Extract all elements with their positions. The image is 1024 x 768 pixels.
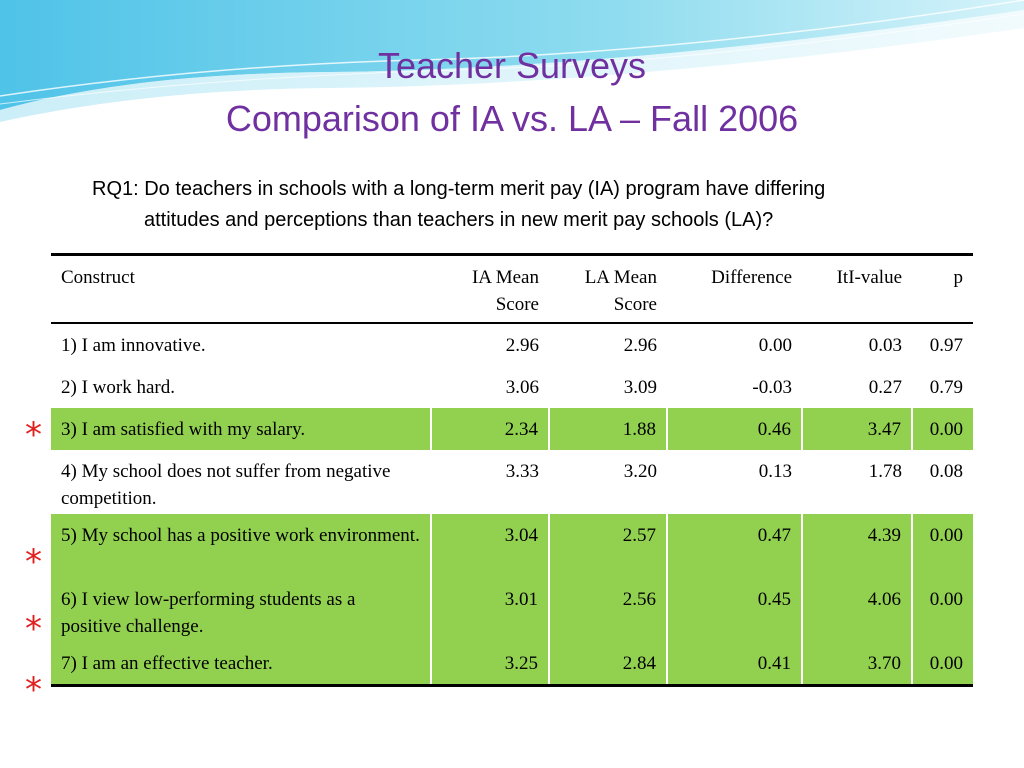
t-value-cell: 4.06	[802, 578, 912, 642]
research-question-line-1: RQ1: Do teachers in schools with a long-term merit pay (IA) program have differing	[92, 178, 826, 200]
la-mean-cell: 2.96	[623, 335, 657, 356]
t-value-cell: 0.03	[868, 335, 902, 356]
significance-asterisk: *	[25, 415, 42, 455]
table-row-highlighted	[51, 408, 973, 450]
header-p-value: p	[953, 267, 963, 288]
la-mean-cell: 3.09	[623, 377, 657, 398]
ia-mean-cell: 3.25	[431, 642, 549, 686]
p-value-cell: 0.08	[929, 461, 963, 482]
header-ia-mean-line-1: IA Mean	[471, 267, 539, 288]
ia-mean-cell: 3.33	[505, 461, 539, 482]
header-construct: Construct	[61, 267, 135, 288]
survey-comparison-table	[51, 253, 973, 687]
table-row	[51, 366, 973, 408]
difference-cell: 0.47	[667, 514, 802, 578]
construct-cell: 5) My school has a positive work environment.	[51, 514, 431, 578]
research-question	[92, 174, 972, 236]
slide-title: Teacher Surveys	[377, 45, 647, 86]
ia-mean-cell: 2.96	[505, 335, 539, 356]
la-mean-cell: 1.88	[549, 408, 667, 450]
p-value-cell: 0.00	[912, 578, 973, 642]
difference-cell: 0.46	[667, 408, 802, 450]
table-header-row	[51, 255, 973, 324]
difference-cell: 0.45	[667, 578, 802, 642]
la-mean-cell: 2.56	[549, 578, 667, 642]
construct-cell: 7) I am an effective teacher.	[51, 642, 431, 686]
p-value-cell: 0.00	[912, 642, 973, 686]
ia-mean-cell: 3.04	[431, 514, 549, 578]
significance-asterisk: *	[25, 609, 42, 649]
significance-asterisk: *	[25, 542, 42, 582]
t-value-cell: 3.47	[802, 408, 912, 450]
slide-subtitle: Comparison of IA vs. LA – Fall 2006	[225, 98, 799, 139]
ia-mean-cell: 2.34	[431, 408, 549, 450]
header-difference: Difference	[711, 267, 792, 288]
construct-cell: 4) My school does not suffer from negative competition.	[61, 461, 391, 509]
construct-cell: 6) I view low-performing students as a positive challenge.	[51, 578, 431, 642]
la-mean-cell: 3.20	[623, 461, 657, 482]
construct-cell: 3) I am satisfied with my salary.	[51, 408, 431, 450]
t-value-cell: 1.78	[868, 461, 902, 482]
difference-cell: -0.03	[752, 377, 792, 398]
p-value-cell: 0.79	[929, 377, 963, 398]
ia-mean-cell: 3.06	[505, 377, 539, 398]
t-value-cell: 0.27	[868, 377, 902, 398]
significance-asterisk: *	[25, 670, 42, 710]
table-row-highlighted	[51, 642, 973, 686]
header-la-mean	[549, 255, 667, 324]
header-ia-mean	[431, 255, 549, 324]
t-value-cell: 3.70	[802, 642, 912, 686]
difference-cell: 0.41	[667, 642, 802, 686]
ia-mean-cell: 3.01	[431, 578, 549, 642]
p-value-cell: 0.97	[929, 335, 963, 356]
p-value-cell: 0.00	[912, 408, 973, 450]
header-la-mean-line-2: Score	[613, 294, 657, 315]
difference-cell: 0.13	[758, 461, 792, 482]
p-value-cell: 0.00	[912, 514, 973, 578]
construct-cell: 2) I work hard.	[61, 377, 175, 398]
la-mean-cell: 2.57	[549, 514, 667, 578]
construct-cell: 1) I am innovative.	[61, 335, 206, 356]
t-value-cell: 4.39	[802, 514, 912, 578]
header-t-value: ItI-value	[836, 267, 902, 288]
difference-cell: 0.00	[758, 335, 792, 356]
table-row-highlighted	[51, 578, 973, 642]
table-row-highlighted	[51, 514, 973, 578]
header-ia-mean-line-2: Score	[495, 294, 539, 315]
research-question-line-2: attitudes and perceptions than teachers in new merit pay schools (LA)?	[144, 209, 774, 231]
header-la-mean-line-1: LA Mean	[584, 267, 657, 288]
table-row	[51, 323, 973, 366]
table-row	[51, 450, 973, 514]
la-mean-cell: 2.84	[549, 642, 667, 686]
